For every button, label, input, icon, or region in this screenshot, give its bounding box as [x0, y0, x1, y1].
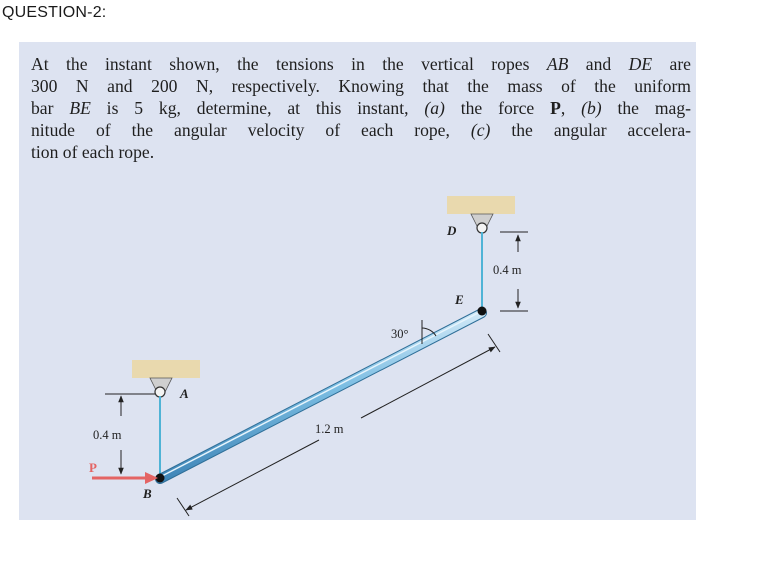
- pin-d: [477, 223, 487, 233]
- label-rope-length-left: 0.4 m: [93, 428, 122, 442]
- pin-a: [155, 387, 165, 397]
- left-ceiling-support: [132, 360, 200, 397]
- bar-be: [160, 311, 482, 479]
- italic-term: (c): [470, 120, 491, 140]
- label-rope-length-right: 0.4 m: [493, 263, 522, 277]
- label-e: E: [455, 292, 464, 307]
- support-block: [132, 360, 200, 378]
- question-label: QUESTION-2:: [2, 4, 107, 21]
- force-p-arrow: [92, 472, 158, 484]
- problem-line: At the instant shown, the tensions in the vertical ropes AB and DE are: [31, 54, 691, 74]
- label-angle: 30°: [391, 327, 409, 341]
- label-a: A: [180, 386, 189, 401]
- bold-term: P: [550, 98, 561, 118]
- italic-term: DE: [628, 54, 653, 74]
- label-p: P: [89, 460, 97, 475]
- label-b: B: [143, 486, 152, 501]
- label-bar-length: 1.2 m: [315, 422, 344, 436]
- problem-panel: [19, 42, 696, 520]
- italic-term: AB: [546, 54, 569, 74]
- right-ceiling-support: [447, 196, 515, 233]
- mechanism-figure: [19, 42, 696, 520]
- italic-term: (b): [581, 98, 602, 118]
- problem-line: nitude of the angular velocity of each rope, (c) the angular accelera-: [31, 120, 692, 140]
- support-block: [447, 196, 515, 214]
- label-d: D: [447, 223, 457, 238]
- problem-line: 300 N and 200 N, respectively. Knowing that the mass of the uniform: [31, 76, 691, 96]
- problem-line: bar BE is 5 kg, determine, at this instant, (a) the force P, (b) the mag-: [31, 98, 691, 118]
- italic-term: (a): [424, 98, 445, 118]
- pin-e: [478, 307, 487, 316]
- italic-term: BE: [69, 98, 91, 118]
- problem-line: tion of each rope.: [31, 142, 155, 162]
